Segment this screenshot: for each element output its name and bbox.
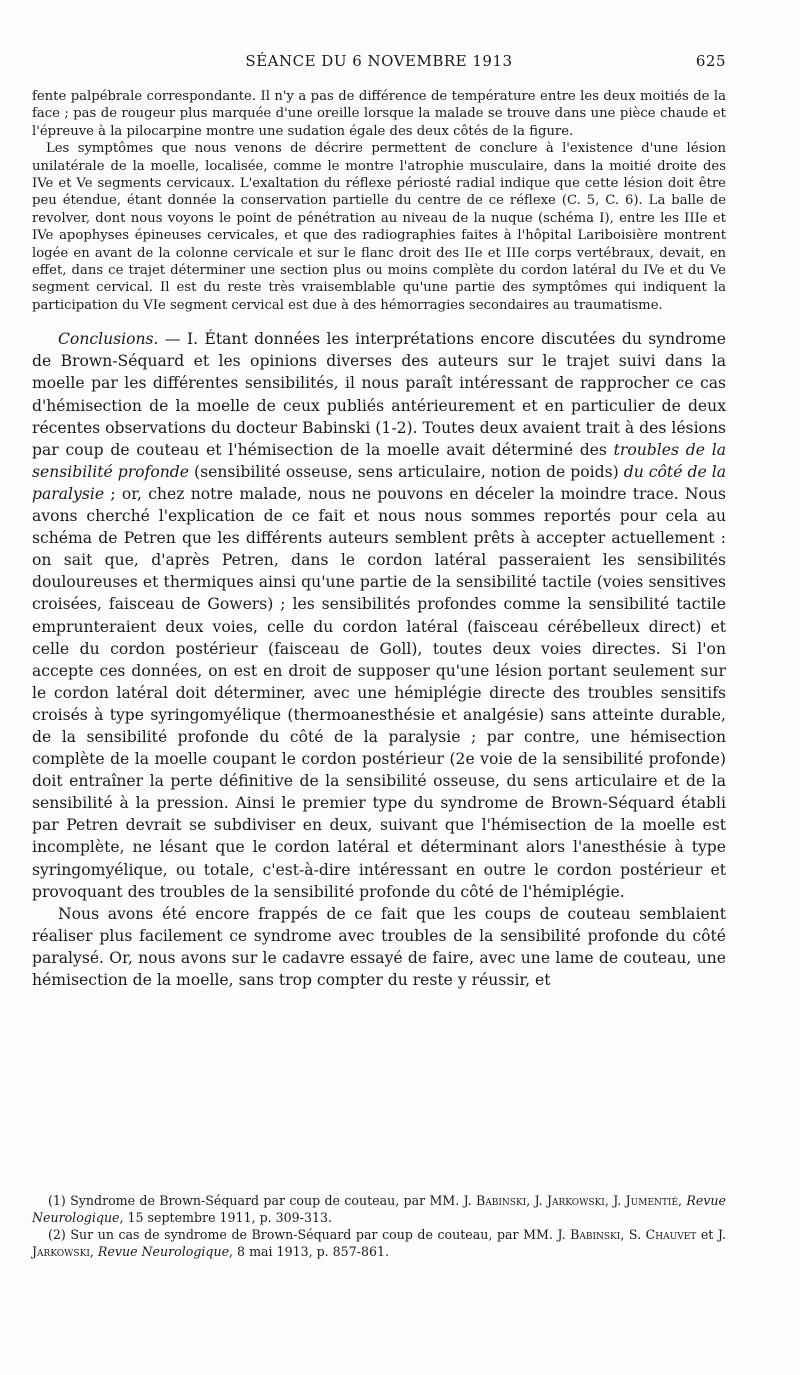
header-title: SÉANCE DU 6 NOVEMBRE 1913	[245, 52, 513, 70]
paragraph: Nous avons été encore frappés de ce fait que les coups de couteau semblaient réaliser plus facilement ce syndrome avec troubles de la sensibilité profonde du côté paralysé. Or, nous avons sur le cadavre essayé de faire, avec une lame de couteau, une hémisection de la moelle, sans trop compter du reste y réussir, et	[32, 904, 726, 989]
conclusions-section	[32, 328, 726, 991]
text-run: , J.	[604, 1193, 626, 1208]
author-name: Babinski	[570, 1227, 621, 1242]
footnotes	[32, 1192, 726, 1260]
text-run: (2) Sur un cas de syndrome de Brown-Séquard par coup de couteau, par MM. J.	[48, 1227, 571, 1242]
small-print-section	[32, 88, 726, 314]
text-run: et J.	[696, 1227, 726, 1242]
journal-title: Revue Neurologique	[97, 1244, 230, 1259]
author-name: Babinski	[475, 1193, 527, 1208]
journal-title: Revue Neurologique	[32, 1193, 726, 1225]
paragraph: fente palpébrale correspondante. Il n'y a pas de différence de température entre les deux moitiés de la face ; pas de rougeur plus marquée d'une oreille lorsque la malade se trouve dans une pièce chaude et l'épreuve à la pilocarpine montre une sudation égale des deux côtés de la figure.	[32, 89, 726, 139]
author-name: Jumentié	[625, 1193, 679, 1208]
page-body	[32, 52, 726, 991]
page-number: 625	[695, 52, 726, 70]
author-name: Chauvet	[645, 1227, 697, 1242]
text-run: (1) Syndrome de Brown-Séquard par coup de couteau, par MM. J.	[48, 1193, 476, 1208]
text-run: , 15 septembre 1911, p. 309-313.	[119, 1210, 332, 1225]
footnote-2	[32, 1226, 726, 1260]
emphasis: du côté de la paralysie	[32, 462, 727, 503]
paragraph: Les symptômes que nous venons de décrire permettent de conclure à l'existence d'une lésion unilatérale de la moelle, localisée, comme le montre l'atrophie musculaire, dans la moitié droite des IVe et Ve segments cervicaux. L'exaltation du réflexe périosté radial indique que cette lésion doit être peu étendue, étant donnée la conservation partielle du centre de ce réflexe (C. 5, C. 6). La balle de revolver, dont nous voyons le point de pénétration au niveau de la nuque (schéma I), entre les IIIe et IVe apophyses épineuses cervicales, et que des radiographies faites à l'hôpital Lariboisière montrent logée en avant de la colonne cervicale et sur le flanc droit des IIe et IIIe corps vertébraux, devait, en effet, dans ce trajet déterminer une section plus ou moins complète du cordon latéral du IVe et du Ve segment cervical. Il est du reste très vraisemblable qu'une partie des symptômes qui indiquent la participation du VIe segment cervical est due à des hémorragies secondaires au traumatisme.	[32, 141, 726, 313]
footnote-1	[32, 1192, 726, 1226]
author-name: Jarkowski	[32, 1244, 90, 1259]
author-name: Jarkowski	[546, 1193, 605, 1208]
text-run: ,	[89, 1244, 98, 1259]
text-run: , 8 mai 1913, p. 857-861.	[229, 1244, 390, 1259]
text-run: (sensibilité osseuse, sens articulaire, notion de poids)	[189, 462, 624, 481]
text-run: — I. Étant données les interprétations encore discutées du syndrome de Brown-Séquard et les opinions diverses des auteurs sur le trajet suivi dans la moelle par les différentes sensibilités, il nous paraît intéressant de rapprocher ce cas d'hémisection de la moelle de ceux publiés antérieurement et en particulier de deux récentes observations du docteur Babinski (1-2). Toutes deux avaient trait à des lésions par coup de couteau et l'hémisection de la moelle avait déterminé des	[32, 330, 726, 459]
text-run: ; or, chez notre malade, nous ne pouvons en déceler la moindre trace. Nous avons cherché l'explication de ce fait et nous nous sommes reportés pour cela au schéma de Petren que les différents auteurs semblent prêts à accepter actuellement : on sait que, d'après Petren, dans le cordon latéral passeraient les sensibilités douloureuses et thermiques ainsi qu'une partie de la sensibilité tactile (voies sensitives croisées, faisceau de Gowers) ; les sensibilités profondes comme la sensibilité tactile emprunteraient deux voies, celle du cordon latéral (faisceau cérébelleux direct) et celle du cordon postérieur (faisceau de Goll), toutes deux voies directes. Si l'on accepte ces données, on est en droit de supposer qu'une lésion portant seulement sur le cordon latéral doit déterminer, avec une hémiplégie directe des troubles sensitifs croisés à type syringomyélique (thermoanesthésie et analgésie) sans atteinte durable, de la sensibilité profonde du côté de la paralysie ; par contre, une hémisection complète de la moelle coupant le cordon postérieur (2e voie de la sensibilité profonde) doit entraîner la perte définitive de la sensibilité osseuse, du sens articulaire et de la sensibilité à la pression. Ainsi le premier type du syndrome de Brown-Séquard établi par Petren devrait se subdiviser en deux, suivant que l'hémisection de la moelle est incomplète, ne lésant que le cordon latéral et déterminant alors l'anesthésie à type syringomyélique, ou totale, c'est-à-dire intéressant en outre le cordon postérieur et provoquant des troubles de la sensibilité profonde du côté de l'hémiplégie.	[32, 484, 726, 901]
conclusions-label: Conclusions.	[58, 330, 159, 349]
text-run: , J.	[526, 1193, 547, 1208]
paragraph	[32, 328, 726, 902]
text-run: ,	[678, 1193, 687, 1208]
running-header	[32, 52, 726, 76]
text-run: , S.	[620, 1227, 646, 1242]
emphasis: troubles de la sensibilité profonde	[32, 440, 726, 481]
